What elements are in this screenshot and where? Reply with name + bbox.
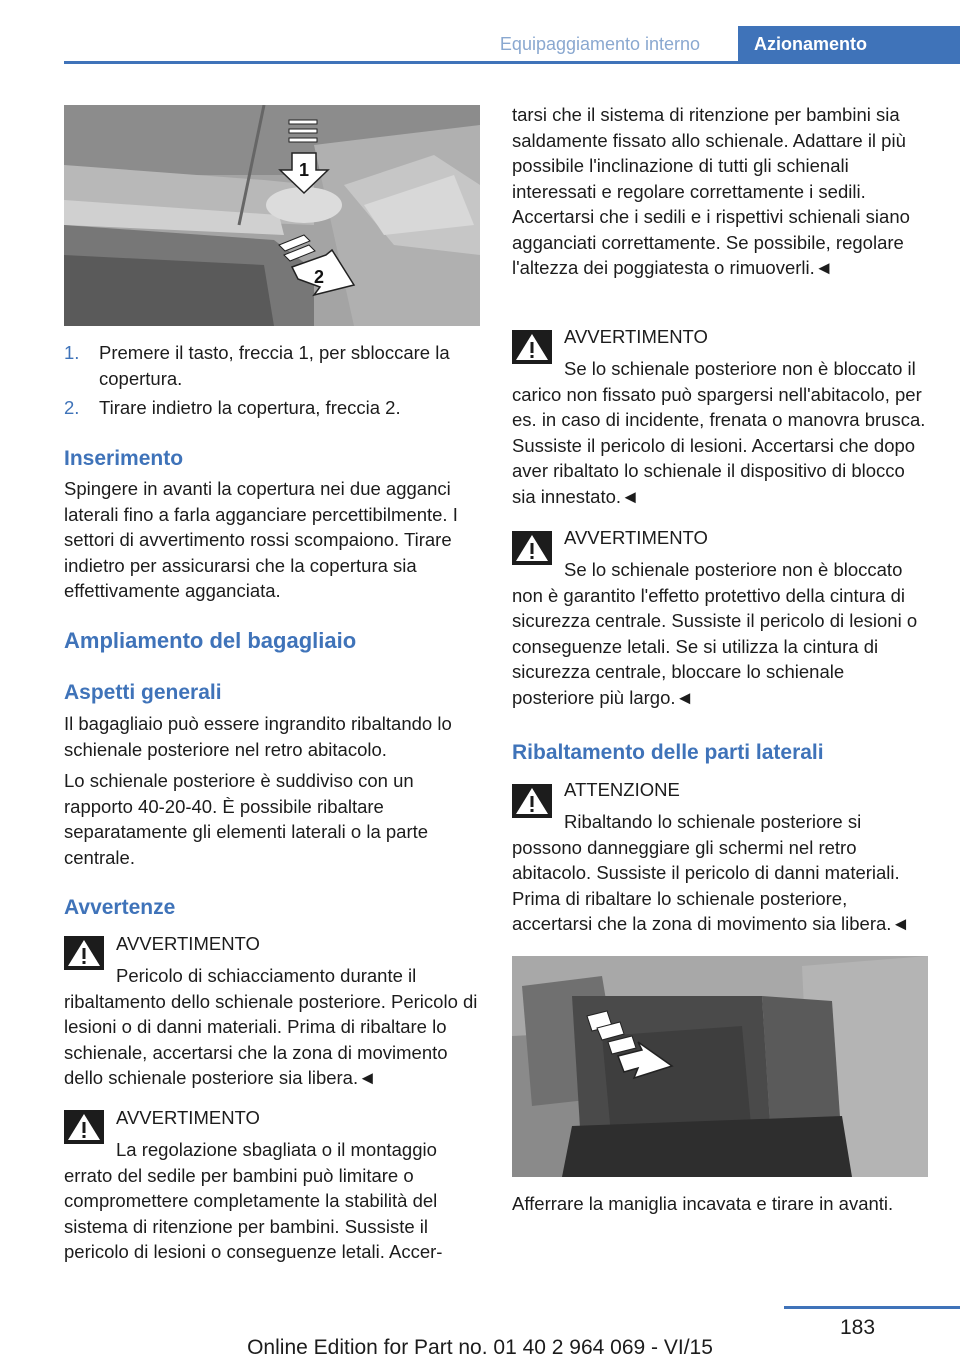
edition-line: Online Edition for Part no. 01 40 2 964 069 - VI/15 [247, 1336, 713, 1359]
step-text: Premere il tasto, freccia 1, per sbloccare la copertura. [99, 342, 450, 389]
warning-text: Ribaltando lo schienale posteriore si possono danneggiare gli schermi nel retro abitacolo. Sussiste il pericolo di danni materiali. Prima di ribaltare lo schienale posteriore, accertarsi che la zona di movimento sia libera.◄ [512, 811, 910, 934]
paragraph: tarsi che il sistema di ritenzione per bambini sia saldamente fissato allo schienale. Adattare il più possibile l'inclinazione di tutti gli schienali interessati e regolare correttamente i sedili. Accertarsi che i sedili e i rispettivi schienali siano agganciati correttamente. Se possibile, regolare l'altezza dei poggiatesta o rimuoverli.◄ [512, 104, 910, 278]
cargo-cover-illustration [64, 105, 480, 326]
section-heading: Ampliamento del bagagliaio [64, 628, 357, 653]
step-number: 1. [64, 342, 80, 363]
paragraph: Il bagagliaio può essere ingrandito ribaltando lo schienale posteriore nel retro abitacolo. [64, 713, 452, 760]
arrow1-label: 1 [299, 160, 310, 180]
list-item [64, 340, 480, 391]
subsection-heading: Avvertenze [64, 896, 176, 919]
page-number: 183 [840, 1316, 876, 1339]
warning-text: Pericolo di schiacciamento durante il ribaltamento dello schienale posteriore. Pericolo di lesioni o di danni materiali. Prima di ribaltare lo schienale, accertarsi che la zona di movimento dello schienale posteriore sia libera.◄ [64, 965, 478, 1088]
rear-seat-figure [512, 956, 928, 1177]
header-chapter: Azionamento [738, 26, 960, 62]
warning-text: Se lo schienale posteriore non è bloccato il carico non fissato può spargersi nell'abitacolo, per es. in caso di incidente, frenata o manovra brusca. Sussiste il pericolo di lesioni. Accertarsi che dopo aver ribaltato lo schienale il dispositivo di blocco sia innestato.◄ [512, 358, 926, 507]
cargo-cover-figure [64, 105, 480, 326]
warning-title: AVVERTIMENTO [116, 933, 260, 954]
warning-text: Se lo schienale posteriore non è bloccato non è garantito l'effetto protettivo della cintura di sicurezza centrale. Sussiste il pericolo di lesioni o conseguenze letali. Se si utilizza la cintura di sicurezza centrale, bloccare lo schienale posteriore più largo.◄ [512, 559, 918, 708]
paragraph: Lo schienale posteriore è suddiviso con un rapporto 40-20-40. È possibile ribaltare separatamente gli elementi laterali o la parte centrale. [64, 770, 429, 868]
rear-seat-illustration [512, 956, 928, 1177]
subsection-heading: Aspetti generali [64, 681, 222, 704]
step-text: Tirare indietro la copertura, freccia 2. [99, 397, 401, 418]
warning-title: AVVERTIMENTO [564, 326, 708, 347]
header-section: Equipaggiamento interno [464, 26, 736, 62]
figure-caption: Afferrare la maniglia incavata e tirare in avanti. [512, 1193, 894, 1214]
warning-title: ATTENZIONE [564, 779, 680, 800]
step-number: 2. [64, 397, 80, 418]
subsection-heading: Ribaltamento delle parti laterali [512, 741, 824, 764]
arrow2-label: 2 [314, 267, 325, 287]
section-heading: Inserimento [64, 447, 184, 470]
warning-text: La regolazione sbagliata o il montaggio errato del sedile per bambini può limitare o compromettere completamente la stabilità del sistema di ritenzione per bambini. Sussiste il pericolo di lesioni o conseguenze letali. Accer- [64, 1139, 443, 1262]
footer-rule [784, 1306, 960, 1309]
header-rule [64, 61, 960, 64]
paragraph: Spingere in avanti la copertura nei due agganci laterali fino a farla agganciare percettibilmente. I settori di avvertimento rossi scompaiono. Tirare indietro per assicurarsi che la copertura sia effettivamente agganciata. [64, 478, 458, 601]
warning-title: AVVERTIMENTO [564, 527, 708, 548]
warning-title: AVVERTIMENTO [116, 1107, 260, 1128]
list-item [64, 395, 480, 421]
